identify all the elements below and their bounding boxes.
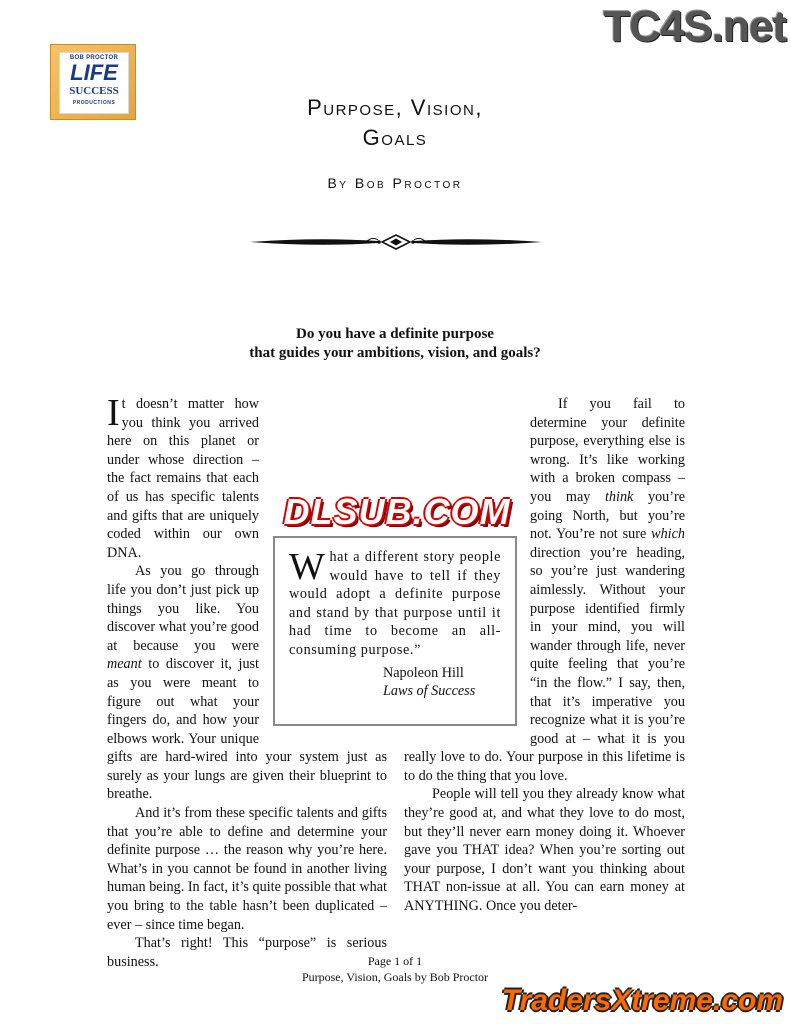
right-paragraph-1-text-b: you’re going North, but you’re not. You’re not sure <box>530 488 685 543</box>
footer-page-number: Page 1 of 1 <box>367 954 423 968</box>
page-title-line1: Purpose, Vision, <box>307 95 483 120</box>
quote-body: hat a different story people would have to tell if they would adopt a definite purpose and stand by that purpose until it had time to become an all-consuming purpose.” <box>289 549 501 658</box>
watermark-middle: DLSUB.COM <box>283 491 511 532</box>
logo-top-text: BOB PROCTOR <box>69 55 119 61</box>
logo-bottom-text: PRODUCTIONS <box>72 100 116 106</box>
life-success-logo <box>50 44 136 120</box>
pull-quote-box <box>273 536 517 726</box>
right-paragraph-2: People will tell you they already know what they’re good at, and what they love to do most, but they’ll never earn money doing it. Whoever gave you THAT idea? When you’re sorting out your purpose, I don’t want you thinking about THAT non-issue at all. You can earn money at ANYTHING. Once you deter- <box>404 786 685 915</box>
emphasis-which: which <box>651 526 685 543</box>
lead-question-line2: that guides your ambitions, vision, and goals? <box>249 345 541 361</box>
emphasis-meant: meant <box>107 656 142 673</box>
watermark-top-right: TC4S.net <box>603 2 786 51</box>
logo-main-text: LIFE <box>70 60 118 85</box>
quote-source: Laws of Success <box>383 683 476 700</box>
left-paragraph-2-text-b: to discover it, just as you were meant to figure out what your fingers do, and how your elbows work. Your unique gifts are hard-wired into your system just as surely as your lungs are given their blueprint to breathe. <box>107 656 387 803</box>
footer-title: Purpose, Vision, Goals by Bob Proctor <box>301 970 489 984</box>
drop-cap: I <box>107 392 120 434</box>
lead-question-line1: Do you have a definite purpose <box>296 326 494 342</box>
left-paragraph-2-text-a: As you go through life you don’t just pick up things you like. You discover what you’re good at because you were <box>107 563 259 654</box>
left-paragraph-1-text: t doesn’t matter how you think you arrived here on this planet or under whose direction – the fact remains that each of us has specific talents and gifts that are uniquely coded within our own DNA. <box>107 396 259 561</box>
emphasis-think: think <box>604 488 634 505</box>
quote-author: Napoleon Hill <box>383 664 464 681</box>
byline: By Bob Proctor <box>327 175 463 191</box>
logo-panel <box>59 52 129 114</box>
left-paragraph-4: That’s right! This “purpose” is serious business. <box>107 935 387 970</box>
page-title-line2: Goals <box>362 125 428 150</box>
watermark-bottom-right: TradersXtreme.com <box>501 984 783 1017</box>
quote-drop-cap: W <box>289 546 326 588</box>
right-paragraph-1-text-a: If you fail to determine your definite purpose, everything else is wrong. It’s like working with a broken compass – you may <box>530 396 685 505</box>
right-paragraph-1-text-c: direction you’re heading, so you’re just wandering aimlessly. Without your purpose identified firmly in your mind, you will wander through life, never quite feeling that you’re “in the flow.” I say, then, that it’s imperative you recognize what it is you’re good at – what it is you really love to do. Your purpose in this lifetime is to do the thing that you love. <box>404 544 685 784</box>
ornament-divider <box>248 232 544 252</box>
left-paragraph-3: And it’s from these specific talents and gifts that you’re able to define and determine your definite purpose … the reason why you’re here. What’s in you cannot be found in another living human being. In fact, it’s quite possible that what you bring to the table hasn’t been duplicated – ever – since time began. <box>107 805 387 933</box>
logo-sub-text: SUCCESS <box>69 85 119 97</box>
pull-quote-text <box>289 548 501 660</box>
